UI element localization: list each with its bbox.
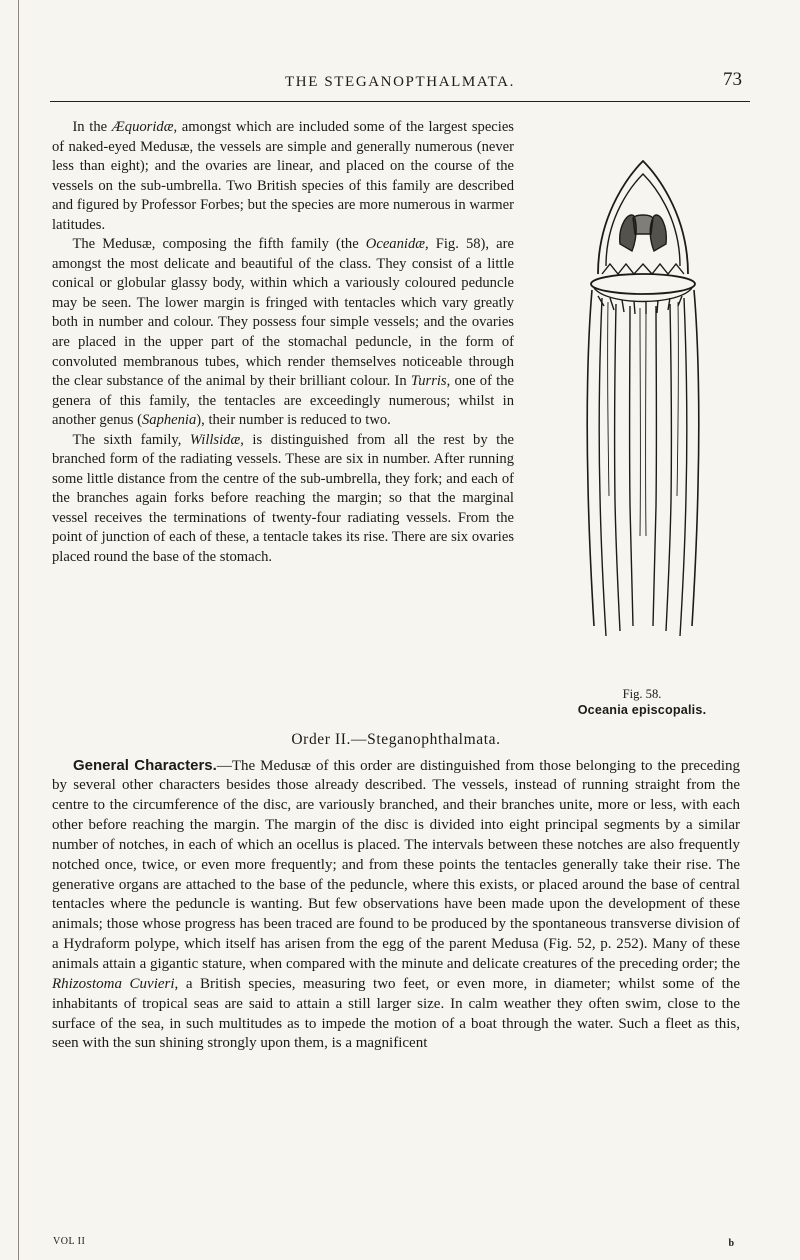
running-title: THE STEGANOPTHALMATA. (285, 74, 515, 90)
figure-label: Fig. 58. (622, 687, 662, 701)
figure-caption: Oceania episcopalis. (577, 703, 707, 717)
oceania-illustration (558, 156, 728, 676)
order-heading: Order II.—Steganophthalmata. (291, 731, 501, 748)
paragraph-willsidae: The sixth family, Willsidæ, is distinguished from all the rest by the branched form of the radiating vessels. These are six in number. After running some little distance from the centre of the sub-umbrella, they fork; and each of the branches again forks before reaching the margin; so that the marginal vessel receives the terminations of twenty-four radiating vessels. From the point of junction of each of these, a tentacle takes its rise. There are six ovaries placed round the base of the stomach. (52, 431, 514, 566)
paragraph-aequoridae: In the Æquoridæ, amongst which are included some of the largest species of naked-eyed Medusæ, the vessels are simple and generally numerous (never less than eight); and the ovaries are linear, and placed on the course of the vessels on the sub-umbrella. Two British species of this family are described and figured by Professor Forbes; but the species are more numerous in warmer latitudes. (52, 119, 514, 233)
volume-marker: VOL II (53, 1236, 86, 1247)
page-edge-rule (18, 0, 19, 1260)
general-characters-lead: General Characters. (73, 756, 217, 774)
body-text (52, 118, 740, 1054)
paragraph-oceanidae: The Medusæ, composing the fifth family (the Oceanidæ, Fig. 58), are amongst the most delicate and beautiful of the class. They consist of a little conical or globular glassy body, within which a variously coloured peduncle may be seen. The lower margin is fringed with tentacles which vary greatly both in number and colour. They possess four simple vessels; and the ovaries are placed in the upper part of the stomachal peduncle, in the form of convoluted membranous tubes, which render themselves noticeable through the clear substance of the animal by their brilliant colour. In Turris, one of the genera of this family, the tentacles are exceedingly numerous; whilst in another genus (Saphenia), their number is reduced to two. (52, 236, 514, 429)
signature-mark: b (728, 1238, 734, 1249)
page-number: 73 (723, 69, 742, 90)
header-rule (50, 101, 750, 102)
paragraph-general-characters: General Characters.—The Medusæ of this order are distinguished from those belonging to the preceding by several other characters besides those already described. The vessels, instead of running straight from the centre to the circumference of the disc, are variously branched, and their branches unite, more or less, with each other before reaching the margin. The margin of the disc is divided into eight principal segments by a similar number of notches, in each of which an ocellus is placed. The intervals between these notches are also frequently notched once, twice, or even more frequently; and from these points the tentacles generally take their rise. The generative organs are attached to the base of the peduncle, where this exists, or placed around the base of central tentacles where the peduncle is wanting. But few observations have been made upon the development of these animals; those whose progress has been traced are found to be produced by the spontaneous transverse division of a Hydraform polype, which itself has arisen from the egg of the parent Medusa (Fig. 52, p. 252). Many of these animals attain a gigantic stature, when compared with the minute and delicate creatures of the preceding order; the Rhizostoma Cuvieri, a British species, measuring two feet, or even more, in diameter; whilst some of the inhabitants of tropical seas are said to attain a still larger size. In calm weather they often swim, close to the surface of the sea, in such multitudes as to impede the motion of a boat through the water. Such a fleet as this, seen with the sun shining strongly upon them, is a magnificent (52, 756, 740, 1052)
figure-58 (530, 156, 754, 726)
